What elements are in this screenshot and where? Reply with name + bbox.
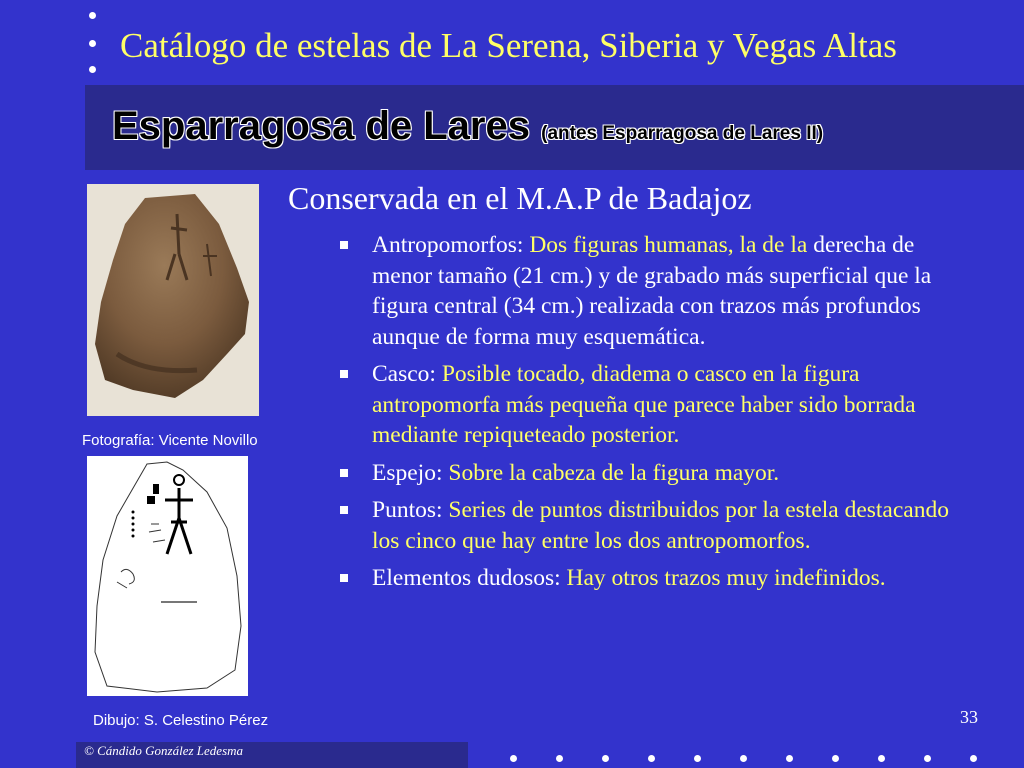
item-term: Puntos:	[372, 497, 443, 523]
item-description-continued: derecha de menor tamaño (21 cm.) y de grabado más superficial que la figura central (34 cm.) realizada con trazos más profundos aunque de forma muy esquemática.	[372, 232, 932, 350]
dot	[970, 755, 977, 762]
item-term: Espejo:	[372, 459, 443, 486]
stele-drawing	[87, 456, 248, 696]
list-item-elementos-dudosos	[340, 563, 980, 594]
stele-drawing-image	[87, 456, 248, 696]
site-former-name: (antes Esparragosa de Lares II)	[541, 123, 824, 144]
item-term: Elementos dudosos:	[372, 565, 561, 591]
item-description: Posible tocado, diadema o casco en la figura antropomorfa más pequeña que parece haber sido borrada mediante repiqueteado posterior.	[372, 361, 916, 448]
item-description: Hay otros trazos muy indefinidos.	[566, 565, 886, 591]
item-term: Casco:	[372, 361, 436, 387]
dot	[556, 755, 563, 762]
conservation-heading: Conservada en el M.A.P de Badajoz	[288, 180, 752, 216]
dot	[510, 755, 517, 762]
dot	[832, 755, 839, 762]
item-description: Dos figuras humanas, la de la	[529, 232, 808, 258]
bullet-square-icon	[340, 506, 348, 514]
bullet-square-icon	[340, 241, 348, 249]
dot	[89, 12, 96, 19]
item-term: Antropomorfos:	[372, 232, 524, 258]
list-item-espejo	[340, 458, 980, 489]
photo-caption: Fotografía: Vicente Novillo	[82, 432, 258, 449]
list-item-antropomorfos	[340, 230, 980, 352]
bullet-square-icon	[340, 574, 348, 582]
dot	[648, 755, 655, 762]
dot	[602, 755, 609, 762]
site-title	[112, 104, 823, 149]
dot	[89, 40, 96, 47]
stele-photograph	[87, 184, 259, 416]
site-name: Esparragosa de Lares	[112, 104, 530, 148]
dot	[89, 66, 96, 73]
dot	[878, 755, 885, 762]
dot	[924, 755, 931, 762]
dot	[786, 755, 793, 762]
slide-title: Catálogo de estelas de La Serena, Siberia y Vegas Altas	[120, 26, 897, 65]
slide-number: 33	[960, 707, 978, 727]
copyright-text: © Cándido González Ledesma	[84, 743, 244, 758]
list-item-casco	[340, 359, 980, 451]
dot	[694, 755, 701, 762]
bullet-square-icon	[340, 370, 348, 378]
stele-photo-image	[87, 184, 259, 416]
list-item-puntos	[340, 495, 980, 556]
features-list	[340, 230, 980, 601]
item-description: Sobre la cabeza de la figura mayor.	[448, 459, 780, 486]
item-description: Series de puntos distribuidos por la estela destacando los cinco que hay entre los dos antropomorfos.	[372, 497, 949, 554]
drawing-caption: Dibujo: S. Celestino Pérez	[93, 712, 269, 729]
dot	[740, 755, 747, 762]
bullet-square-icon	[340, 469, 348, 477]
